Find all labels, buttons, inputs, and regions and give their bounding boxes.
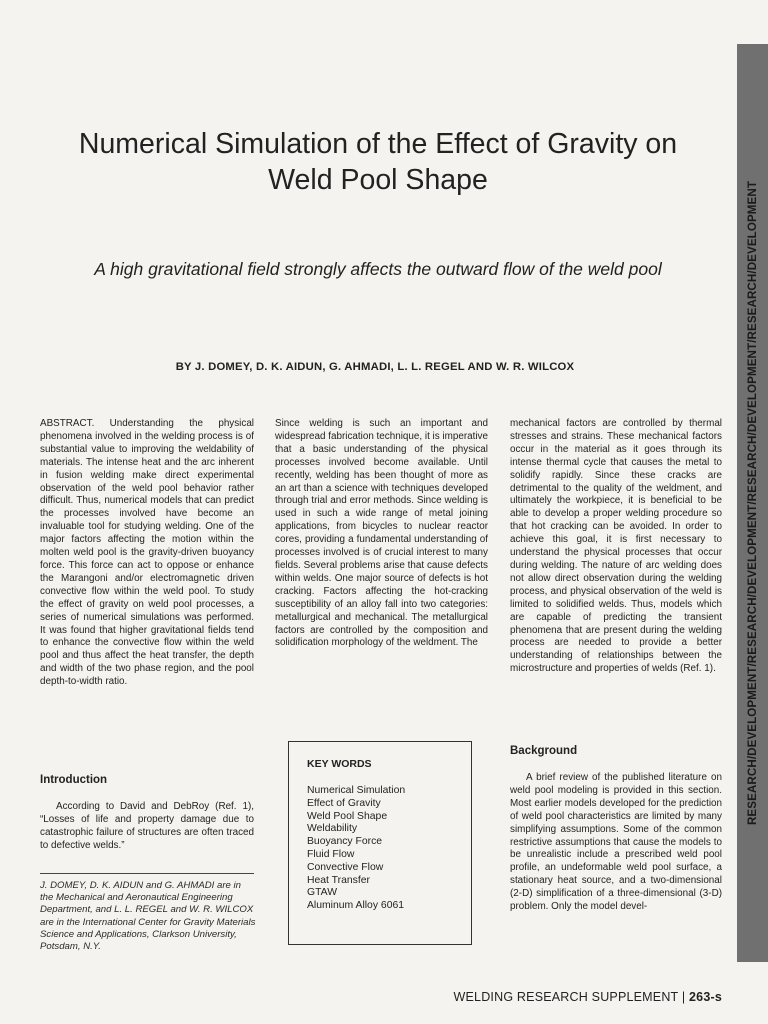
column-2-text: Since welding is such an important and widespread fabrication technique, it is imperative that a basic understanding of the physical processes involved become available. Until recently, welding has been thought of more as an art than a science with techniques developed through trial and error methods. Since welding is used in such a wide range of metal joining applications, from bicycles to nuclear reactor cores, providing a fundamental understanding of processes involved is of crucial interest to many fields. Several problems arise that cause defects within welds. One major source of defects is hot cracking. Factors affecting the hot-cracking susceptibility of an alloy fall into two categories: metallurgical and mechanical. The metallurgical factors are controlled by the composition and solidification morphology of the weldment. The (275, 418, 488, 649)
keyword-item: Heat Transfer (307, 874, 370, 886)
background-body (510, 772, 722, 914)
keyword-item: Weld Pool Shape (307, 810, 388, 822)
article-subtitle: A high gravitational field strongly affects the outward flow of the weld pool (94, 259, 662, 279)
page-footer (454, 990, 722, 1004)
column-2 (275, 418, 488, 650)
keyword-item: GTAW (307, 887, 338, 899)
sidebar-label: RESEARCH/DEVELOPMENT/RESEARCH/DEVELOPMENT/RESEARCH/DEVELOPMENT/RESEARCH/DEVELOPMENT (746, 180, 759, 826)
introduction-text: According to David and DebRoy (Ref. 1), “Losses of life and property damage due to catastrophic failure of structures are often traced to defective welds.” (40, 801, 254, 851)
background-text: A brief review of the published literature on weld pool modeling is provided in this section. Most earlier models developed for the prediction of weld pool characteristics are limited by many simplifying assumptions. Some of the common restrictive assumptions that cause the models to be unrealistic include a prescribed weld pool profile, an undeformable weld pool surface, a stationary heat source, and a two-dimensional (2-D) simplification of a three-dimensional (3-D) problem. Only the model devel- (510, 772, 722, 913)
introduction-body (40, 801, 254, 853)
column-3-text: mechanical factors are controlled by thermal stresses and strains. These mechanical factors occur in the material as it goes through its intense thermal cycle that causes the metal to solidify rapidly. Since these cracks are detrimental to the quality of the weldment, and ultimately the workpiece, it is beneficial to be able to develop a proper welding procedure so that hot cracking can be avoided. In order to achieve this goal, it is first necessary to understand the physical processes that occur during welding. The nature of arc welding does not allow direct observation during the welding process, and physical observation of the weld is limited to solidified welds. Thus, models which are capable of predicting the transient phenomena that are present during the welding process are needed to provide a better understanding of relationships between the microstructure and properties of welds (Ref. 1). (510, 418, 722, 675)
keyword-item: Weldability (307, 823, 358, 835)
introduction-heading: Introduction (40, 774, 108, 786)
footnote-divider (40, 873, 254, 874)
keyword-item: Effect of Gravity (307, 797, 381, 809)
keywords-list (307, 785, 405, 913)
keywords-box (288, 741, 472, 945)
keyword-item: Buoyancy Force (307, 836, 383, 848)
author-affiliation-footnote: J. DOMEY, D. K. AIDUN and G. AHMADI are in the Mechanical and Aeronautical Engineering Department, and L. L. REGEL and W. R. WILCOX are in the International Center for Gravity Materials Science and Applications, Clarkson University, Potsdam, N.Y. (40, 880, 256, 953)
column-3 (510, 418, 722, 676)
column-1 (40, 418, 254, 689)
keywords-title: KEY WORDS (307, 758, 372, 770)
article-title (28, 126, 728, 198)
background-heading: Background (510, 745, 578, 757)
title-line-1: Numerical Simulation of the Effect of Gravity on (78, 128, 678, 160)
title-line-2: Weld Pool Shape (268, 164, 488, 196)
page-number: 263-s (689, 990, 722, 1004)
keyword-item: Fluid Flow (307, 848, 355, 860)
journal-name: WELDING RESEARCH SUPPLEMENT (453, 990, 679, 1004)
keyword-item: Aluminum Alloy 6061 (307, 900, 405, 912)
keyword-item: Numerical Simulation (307, 785, 406, 796)
abstract-text: ABSTRACT. Understanding the physical phenomena involved in the welding process is of substantial value to improving the weldability of materials. The intense heat and the arc inherent in fusion welding make direct experimental observation of the weld pool behavior rather difficult. Thus, numerical models that can predict the processes involved have become an invaluable tool for studying welding. One of the major factors affecting the motion within the molten weld pool is the gravity-driven buoyancy force. This force can act to oppose or enhance the Marangoni and/or electromagnetic driven convective flow within the weld pool. To study the effect of gravity on weld pool processes, a series of numerical simulations was performed. It was found that higher gravitational fields tend to enhance the convective flow within the weld pool and thus affect the heat transfer, the depth and width of the two phase region, and the pool depth-to-width ratio. (40, 418, 254, 688)
sidebar-label-wrapper (737, 44, 768, 962)
footer-separator: | (681, 990, 686, 1004)
keyword-item: Convective Flow (307, 861, 384, 873)
author-byline: BY J. DOMEY, D. K. AIDUN, G. AHMADI, L. L. REGEL AND W. R. WILCOX (175, 361, 575, 373)
